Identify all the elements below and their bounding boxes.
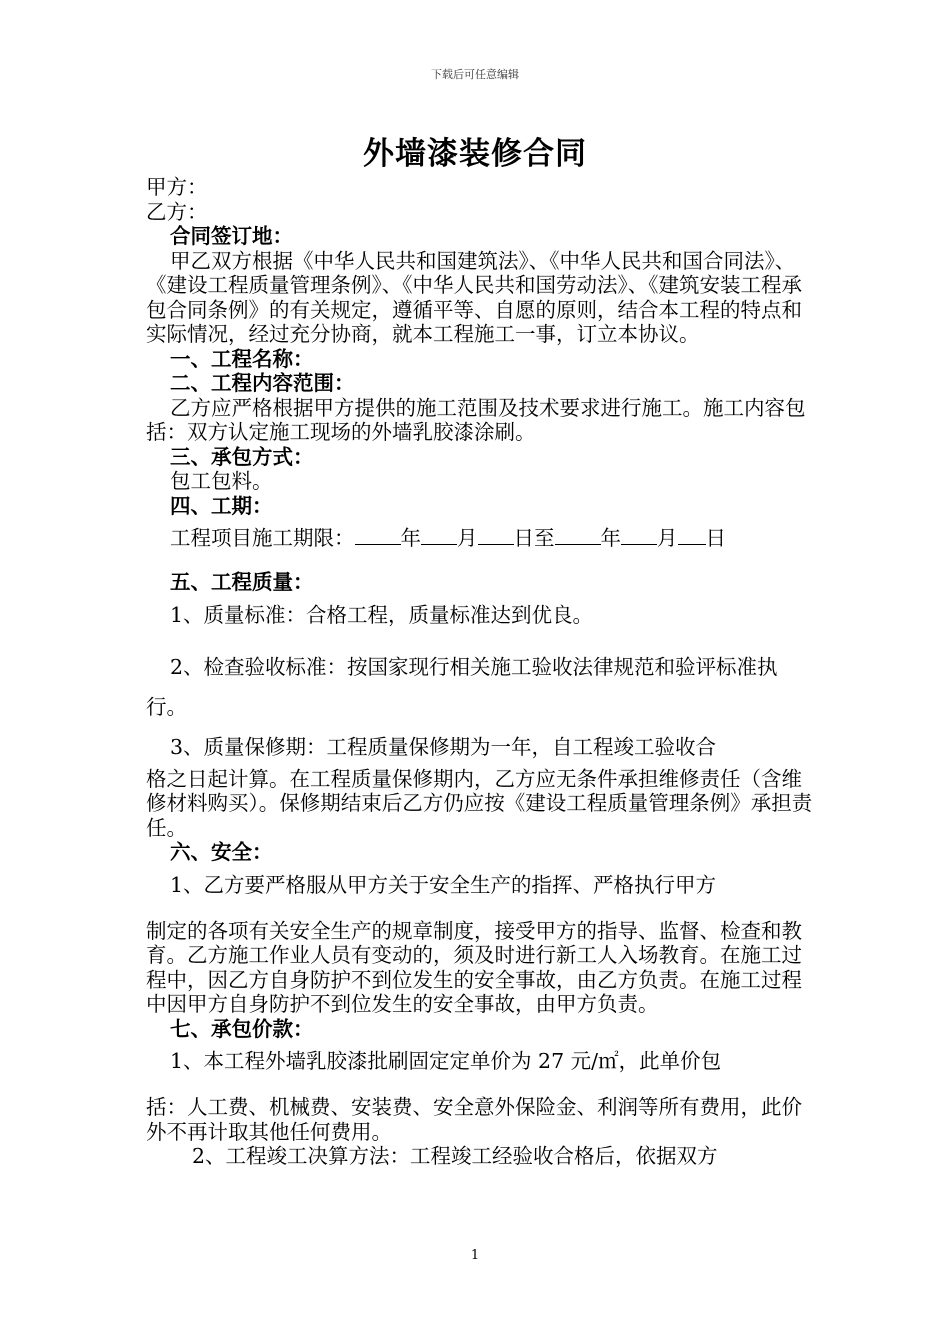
section-5-item-3-rest: 格之日起计算。在工程质量保修期内，乙方应无条件承担维修责任（含维修材料购买）。保修期结束后乙方仍应按《建设工程质量管理条例》承担责任。 (146, 766, 813, 840)
section-2-heading: 二、工程内容范围： (170, 371, 355, 395)
section-5-item-3-first-line: 3、质量保修期：工程质量保修期为一年，自工程竣工验收合 (170, 734, 717, 759)
party-a-line: 甲方： (146, 175, 208, 199)
section-7-item-1-rest: 括：人工费、机械费、安装费、安全意外保险金、利润等所有费用，此价外不再计取其他任何费用。 (146, 1095, 802, 1144)
period-day2-label: 日 (705, 526, 726, 550)
period-lead: 工程项目施工期限： (170, 526, 355, 550)
section-1-heading: 一、工程名称： (170, 346, 314, 371)
period-year-label: 年 (400, 526, 421, 550)
section-7-heading: 七、承包价款： (170, 1016, 314, 1041)
section-6-item-1-rest: 制定的各项有关安全生产的规章制度，接受甲方的指导、监督、检查和教育。乙方施工作业人员有变动的，须及时进行新工人入场教育。在施工过程中，因乙方自身防护不到位发生的安全事故，由乙方负责。在施工过程中因甲方自身防护不到位发生的安全事故，由甲方负责。 (146, 918, 802, 1016)
section-5-heading: 五、工程质量： (170, 570, 314, 594)
section-4-period (146, 518, 814, 558)
blank-year-end (555, 524, 601, 545)
period-month2-label: 月 (657, 526, 678, 550)
blank-day-start (478, 524, 514, 545)
section-5-item-2: 2、检查验收标准：按国家现行相关施工验收法律规范和验评标准执行。 (146, 654, 778, 719)
section-4-heading: 四、工期： (170, 493, 273, 518)
section-7-item-2: 2、工程竣工决算方法：工程竣工经验收合格后，依据双方 (192, 1144, 718, 1168)
blank-day-end (678, 524, 706, 545)
section-6-item-1-first-line: 1、乙方要严格服从甲方关于安全生产的指挥、严格执行甲方 (170, 872, 717, 897)
blank-month-end (621, 524, 657, 545)
section-6-heading: 六、安全： (170, 840, 273, 864)
document-title: 外墙漆装修合同 (363, 136, 587, 172)
sign-place-heading: 合同签订地： (170, 224, 293, 248)
header-note: 下载后可任意编辑 (431, 68, 519, 81)
page-number: 1 (470, 1248, 480, 1263)
section-5-item-1: 1、质量标准：合格工程，质量标准达到优良。 (170, 602, 594, 627)
section-3-heading: 三、承包方式： (170, 444, 314, 469)
section-2-text: 乙方应严格根据甲方提供的施工范围及技术要求进行施工。施工内容包括：双方认定施工现场的外墙乳胶漆涂刷。 (146, 395, 806, 444)
period-day-to-label: 日至 (513, 526, 555, 550)
period-year2-label: 年 (600, 526, 621, 550)
party-b-line: 乙方： (146, 199, 208, 224)
section-3-text: 包工包料。 (170, 469, 273, 493)
blank-year-start (355, 524, 401, 545)
period-month-label: 月 (457, 526, 478, 550)
contract-body (146, 175, 814, 1169)
blank-month-start (421, 524, 457, 545)
intro-paragraph: 甲乙双方根据《中华人民共和国建筑法》、《中华人民共和国合同法》、《建设工程质量管理条例》、《中华人民共和国劳动法》、《建筑安装工程承包合同条例》的有关规定，遵循平等、自愿的原则，结合本工程的特点和实际情况，经过充分协商，就本工程施工一事，订立本协议。 (146, 248, 802, 346)
section-7-item-1-first-line: 1、本工程外墙乳胶漆批刷固定定单价为 27 元/㎡，此单价包 (170, 1049, 722, 1073)
